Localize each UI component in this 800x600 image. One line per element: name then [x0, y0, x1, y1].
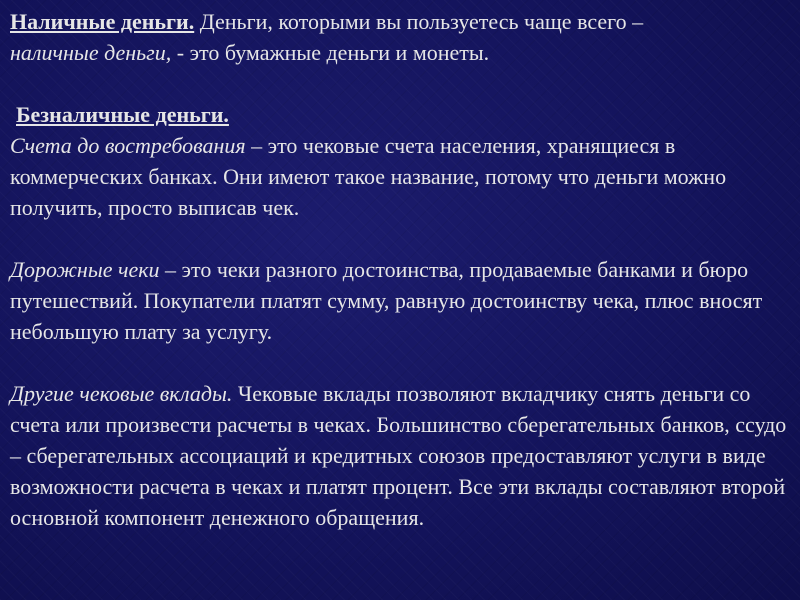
- cash-paragraph: [10, 6, 790, 68]
- demand-deposits-text: – это чековые счета населения, хранящиеся в коммерческих банках. Они имеют такое название, потому что деньги можно получить, просто выписав чек.: [10, 133, 727, 220]
- cash-heading: Наличные деньги.: [10, 9, 195, 34]
- spacer: [10, 223, 790, 254]
- noncash-heading-line: [10, 99, 790, 130]
- other-deposits-paragraph: [10, 378, 790, 533]
- noncash-heading: Безналичные деньги.: [16, 102, 229, 127]
- spacer: [10, 68, 790, 99]
- spacer: [10, 347, 790, 378]
- cash-text-2: - это бумажные деньги и монеты.: [171, 40, 490, 65]
- cash-text-1: Деньги, которыми вы пользуетесь чаще всего –: [194, 9, 644, 34]
- travel-checks-term: Дорожные чеки: [10, 257, 160, 282]
- travel-checks-paragraph: [10, 254, 790, 347]
- other-deposits-text: Чековые вклады позволяют вкладчику снять деньги со счета или произвести расчеты в чеках. Большинство сберегательных банков, ссудо – сберегательных ассоциаций и кредитных союзов предоставляют услуги в виде возможности расчета в чеках и платят процент. Все эти вклады составляют второй основной компонент денежного обращения.: [10, 381, 787, 530]
- cash-term: наличные деньги,: [10, 40, 172, 65]
- travel-checks-text: – это чеки разного достоинства, продаваемые банками и бюро путешествий. Покупатели платят сумму, равную достоинству чека, плюс вносят небольшую плату за услугу.: [10, 257, 763, 344]
- demand-deposits-paragraph: [10, 130, 790, 223]
- demand-deposits-term: Счета до востребования: [10, 133, 246, 158]
- other-deposits-term: Другие чековые вклады.: [10, 381, 233, 406]
